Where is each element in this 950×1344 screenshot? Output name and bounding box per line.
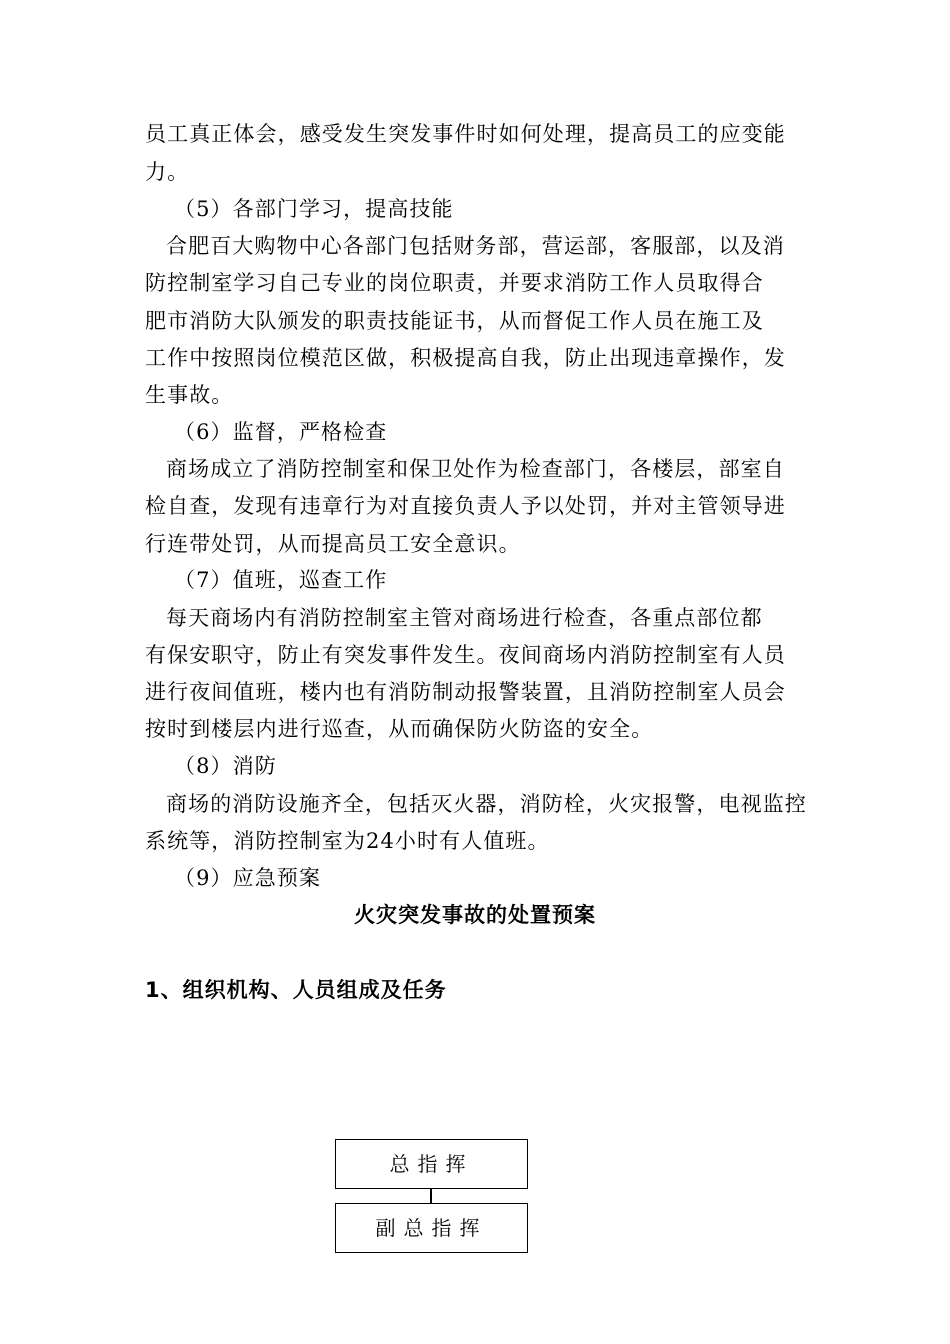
subheading-9: （9）应急预案 — [174, 866, 322, 890]
paragraph-line: 每天商场内有消防控制室主管对商场进行检查，各重点部位都 — [166, 606, 763, 630]
paragraph-line: 检自查，发现有违章行为对直接负责人予以处罚，并对主管领导进 — [145, 494, 786, 518]
subheading-6: （6）监督，严格检查 — [174, 420, 388, 444]
paragraph-line: 进行夜间值班，楼内也有消防制动报警装置，且消防控制室人员会 — [145, 680, 786, 704]
subheading-5: （5）各部门学习，提高技能 — [174, 197, 454, 221]
paragraph-line: 商场的消防设施齐全，包括灭火器，消防栓，火灾报警，电视监控 — [166, 792, 807, 816]
paragraph-line: 有保安职守，防止有突发事件发生。夜间商场内消防控制室有人员 — [145, 643, 786, 667]
subheading-7: （7）值班，巡查工作 — [174, 568, 388, 592]
paragraph-line: 防控制室学习自己专业的岗位职责，并要求消防工作人员取得合 — [145, 271, 764, 295]
subheading-8: （8）消防 — [174, 754, 277, 778]
paragraph-line: 行连带处罚，从而提高员工安全意识。 — [145, 532, 521, 556]
org-connector-line — [430, 1189, 432, 1203]
org-box-label: 副总指挥 — [375, 1216, 488, 1240]
paragraph-line: 工作中按照岗位模范区做，积极提高自我，防止出现违章操作，发 — [145, 346, 786, 370]
paragraph-line: 系统等，消防控制室为24小时有人值班。 — [145, 829, 550, 853]
org-box-commander — [335, 1139, 528, 1189]
paragraph-line: 商场成立了消防控制室和保卫处作为检查部门，各楼层，部室自 — [166, 457, 785, 481]
section-heading: 1、组织机构、人员组成及任务 — [145, 978, 447, 1002]
paragraph-line: 生事故。 — [145, 383, 234, 407]
paragraph-line: 力。 — [145, 160, 190, 184]
org-box-label: 总指挥 — [389, 1152, 474, 1176]
paragraph-line: 员工真正体会，感受发生突发事件时如何处理，提高员工的应变能 — [145, 122, 786, 146]
document-title: 火灾突发事故的处置预案 — [354, 903, 596, 927]
paragraph-line: 肥市消防大队颁发的职责技能证书，从而督促工作人员在施工及 — [145, 309, 764, 333]
paragraph-line: 按时到楼层内进行巡查，从而确保防火防盗的安全。 — [145, 717, 654, 741]
paragraph-line: 合肥百大购物中心各部门包括财务部，营运部，客服部，以及消 — [166, 234, 785, 258]
org-box-deputy-commander — [335, 1203, 528, 1253]
